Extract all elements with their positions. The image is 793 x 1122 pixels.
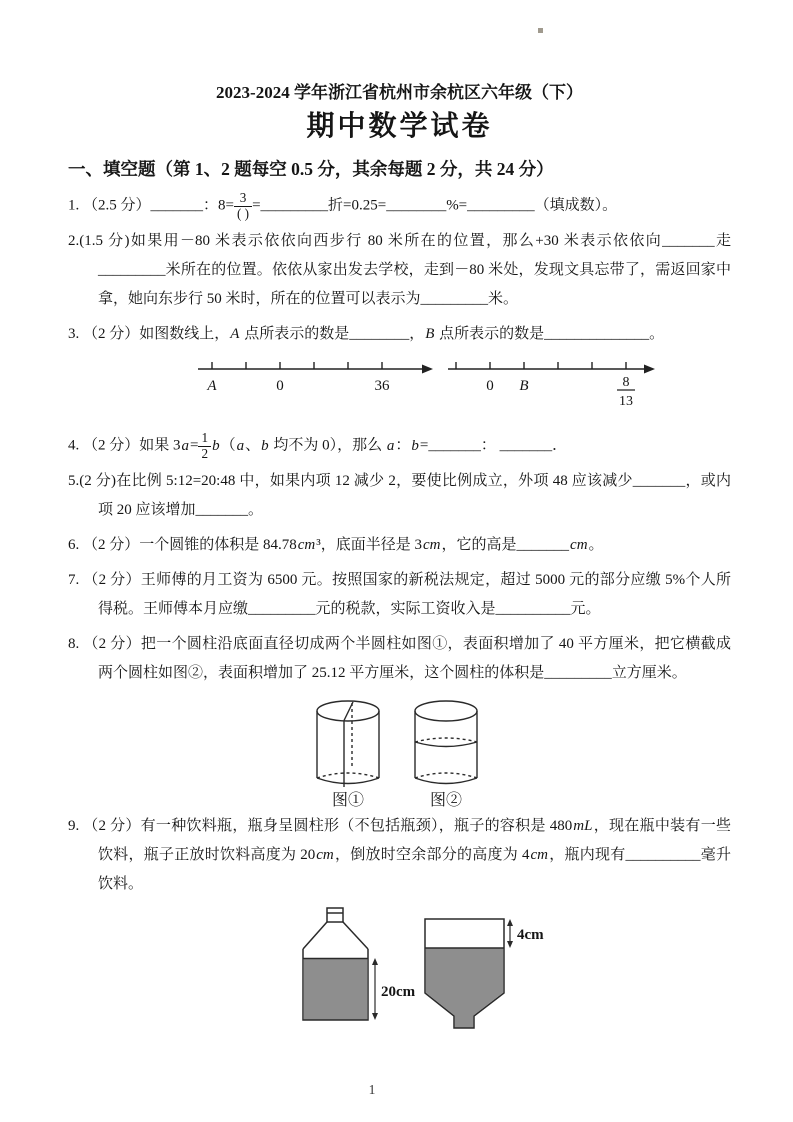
fraction: $\frac{3}{( )}$: [234, 191, 252, 221]
cylinder-figure-svg: [296, 694, 516, 808]
question-5: 5.(2 分)在比例 5:12=20:48 中，如果内项 12 减少 2，要使比例成立，外项 48 应该减少_______，或内项 20 应该增加_______。: [68, 473, 731, 519]
arrowhead-icon: [422, 365, 433, 374]
math-variable: b: [411, 437, 419, 454]
math-variable: A: [230, 326, 240, 343]
section-heading-fill-in-blanks: 一、填空题（第 1、2 题每空 0.5 分，其余每题 2 分，共 24 分）: [68, 159, 554, 179]
numberline-right-fraction-label: [617, 375, 635, 409]
math-variable: cm: [570, 537, 588, 554]
numberline-figures: [196, 355, 731, 423]
fraction-numerator: 8: [622, 375, 630, 391]
liquid-fill: [426, 948, 503, 1028]
bottle-inverted: [425, 919, 544, 1028]
numberline-left-axis: [198, 362, 422, 369]
fraction-denominator: 13: [619, 394, 633, 410]
liquid-fill: [304, 959, 367, 1020]
math-variable: a: [236, 437, 245, 454]
cylinder-figures: [296, 694, 731, 808]
arrowhead-icon: [507, 919, 513, 926]
figure-2-caption: 图②: [429, 792, 463, 809]
math-variable: B: [425, 326, 435, 343]
arrowhead-icon: [372, 1013, 378, 1020]
arrowhead-icon: [644, 365, 655, 374]
exam-title: 期中数学试卷: [306, 111, 493, 142]
math-variable: mL: [573, 818, 593, 835]
bottle-upright: [303, 908, 416, 1020]
question-8: 8. （2 分）把一个圆柱沿底面直径切成两个半圆柱如图①，表面积增加了 40 平方厘米，把它横截成两个圆柱如图②，表面积增加了 25.12 平方厘米，这个圆柱的体积是_________立方厘米。: [68, 636, 731, 682]
numberline-right-axis: [448, 362, 644, 369]
math-variable: cm: [316, 847, 334, 864]
question-9: 9. （2 分）有一种饮料瓶，瓶身呈圆柱形（不包括瓶颈），瓶子的容积是 480mL，现在瓶中装有一些饮料，瓶子正放时饮料高度为 20cm，倒放时空余部分的高度为 4cm，瓶内现有__________毫升饮料。: [68, 818, 731, 893]
question-3: 3. （2 分）如图数线上，A 点所表示的数是________，B 点所表示的数是______________。: [68, 326, 665, 343]
math-variable: cm: [530, 847, 548, 864]
math-variable: cm: [423, 537, 441, 554]
fraction: $\frac{1}{2}$: [198, 431, 211, 461]
empty-gap-label: 4cm: [517, 927, 544, 944]
exam-subtitle: 2023-2024 学年浙江省杭州市余杭区六年级（下）: [216, 83, 583, 102]
question-1: 1. （2.5 分）_______：8= $\frac{3}{( )}$ =_________折=0.25=________%=_________（填成数）。: [68, 190, 618, 221]
numberline-right: [446, 355, 666, 423]
arrowhead-icon: [507, 941, 513, 948]
numberline-right-label-b: B: [519, 378, 529, 395]
question-6: 6. （2 分）一个圆锥的体积是 84.78cm³，底面半径是 3cm，它的高是_______cm。: [68, 537, 604, 554]
math-variable: b: [261, 437, 269, 454]
numberline-left-label-36: 36: [374, 378, 390, 395]
question-7: 7. （2 分）王师傅的月工资为 6500 元。按照国家的新税法规定，超过 5000 元的部分应缴 5%个人所得税。王师傅本月应缴_________元的税款，实际工资收入是__________元。: [68, 572, 731, 618]
math-variable: a: [386, 437, 395, 454]
arrowhead-icon: [372, 958, 378, 965]
numberline-left: [196, 355, 436, 417]
cylinder-cut-vertically: [317, 701, 379, 787]
numberline-right-label-zero: 0: [486, 378, 494, 395]
math-variable: a: [181, 437, 190, 454]
liquid-height-label: 20cm: [381, 984, 416, 1001]
numberline-left-label-a: A: [207, 378, 217, 395]
figure-1-caption: 图①: [331, 792, 365, 809]
numberline-left-label-zero: 0: [276, 378, 284, 395]
cylinder-cut-horizontally: [415, 701, 477, 784]
question-4: 4. （2 分）如果 3a= $\frac{1}{2}$ b（a、b 均不为 0），那么 a：b=_______： _______．: [68, 430, 568, 461]
stray-scan-mark: [538, 28, 543, 33]
math-variable: cm: [297, 537, 316, 554]
page-number: 1: [368, 1082, 376, 1097]
bottle-figures: [297, 905, 731, 1039]
question-2: 2.(1.5 分)如果用－80 米表示依依向西步行 80 米所在的位置，那么+30 米表示依依向_______走_________米所在的位置。依依从家出发去学校，走到－80 米处，发现文具忘带了，需返回家中拿，她向东步行 50 米时，所在的位置可以表示为_________米。: [68, 233, 731, 308]
math-variable: b: [212, 437, 220, 454]
bottle-figure-svg: [297, 905, 562, 1039]
